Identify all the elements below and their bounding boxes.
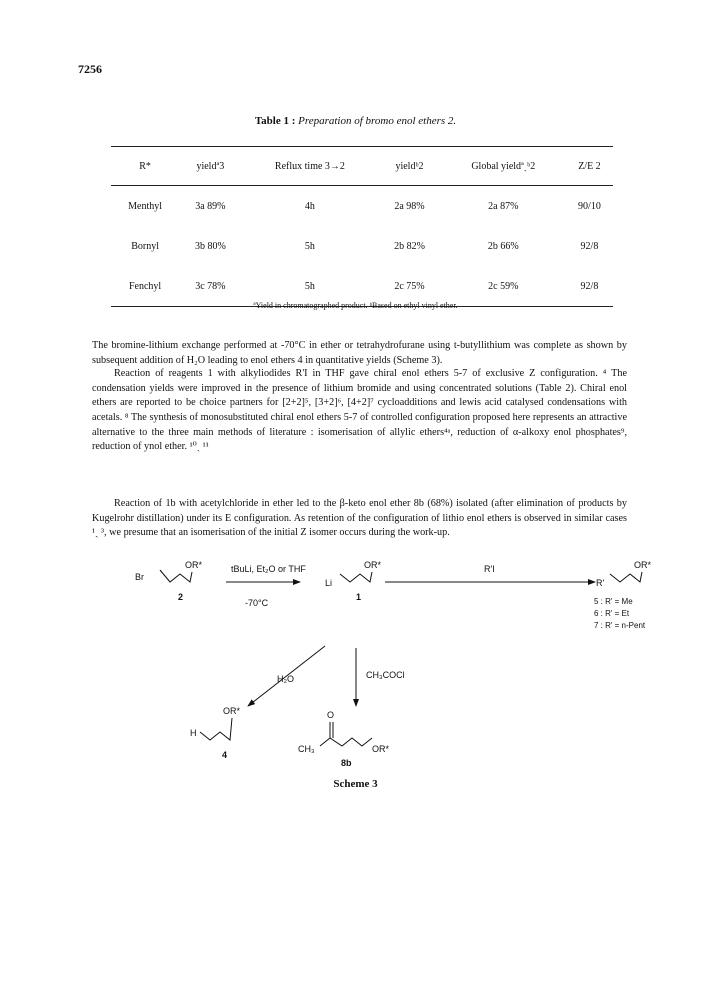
table-cell: 2a 87% xyxy=(488,200,519,212)
table-cell: 2c 75% xyxy=(378,266,440,307)
product-7: 7 : R' = n-Pent xyxy=(594,621,646,630)
table-cell: 2b 82% xyxy=(394,240,425,252)
bond-carbonyl xyxy=(330,722,333,738)
table-header-row xyxy=(111,147,613,186)
table-cell: 5h xyxy=(304,240,315,252)
atom-r: R' xyxy=(596,578,605,588)
paragraph-alkylation: Reaction of reagents 1 with alkyliodides R'I in THF gave chiral enol ethers 5-7 of exclusive Z configuration. ⁴ The condensation yields were improved in the presence of lithium bromide and using concentrated solutions (Table 2). Chiral enol ethers are reported to be choice partners for [2+2]⁵, [3+2]⁶, [4+2]⁷ cycloadditions and lewis acid catalysed condensations with acetals. ⁸ The synthesis of monosubstituted chiral enol ethers 5-7 of controlled configuration proposed here represents an attractive alternative to the three main methods of literature : isomerisation of allylic ethers⁴ᵃ, reduction of α-alkoxy enol phosphates⁹, reduction of ynol ether. ¹⁰ˎ ¹¹ xyxy=(92,368,627,453)
table-title xyxy=(0,115,711,127)
atom-br: Br xyxy=(135,572,144,582)
atom-o: O xyxy=(327,710,335,720)
reagent-acyl: CH₃COCl xyxy=(366,670,405,680)
bond-compound-1 xyxy=(340,572,372,582)
table-cell: 2a 98% xyxy=(394,200,425,212)
table-cell: Bornyl xyxy=(131,240,159,252)
table-cell: 3a 89% xyxy=(195,200,226,212)
table-cell: 92/8 xyxy=(566,266,613,307)
reagent-h2o: H₂O xyxy=(277,674,294,684)
bond-compound-4 xyxy=(200,718,232,740)
table-cell: Menthyl xyxy=(128,200,163,212)
table-cell: 3b 80% xyxy=(194,240,226,252)
atom-li: Li xyxy=(325,578,333,588)
table-cell: 90/10 xyxy=(578,200,601,212)
reagent-temp: -70°C xyxy=(245,598,269,608)
reagent-rl: R'I xyxy=(484,564,495,574)
table-title-text: Preparation of bromo enol ethers 2. xyxy=(298,115,457,127)
table-cell: Fenchyl xyxy=(111,266,179,307)
compound-label-1: 1 xyxy=(356,592,362,602)
bond-compound-2 xyxy=(160,570,192,582)
table-cell: 3c 78% xyxy=(179,266,241,307)
table-cell: 4h xyxy=(304,200,315,212)
reaction-scheme xyxy=(0,556,711,771)
reagent-tbuli: tBuLi, Et₂O or THF xyxy=(231,564,306,574)
product-5: 5 : R' = Me xyxy=(594,597,633,606)
atom-or-8b: OR* xyxy=(372,744,390,754)
atom-or-4: OR* xyxy=(223,706,241,716)
table-title-label: Table 1 : xyxy=(254,115,296,127)
table-cell: 5h xyxy=(242,266,379,307)
header-reflux-time: Reflux time 3→2 xyxy=(242,147,379,186)
table-cell: 92/8 xyxy=(580,240,599,252)
yield-table xyxy=(111,146,613,307)
header-global-yield: Global yieldªˎᵇ2 xyxy=(441,147,566,186)
atom-ch3: CH₃ xyxy=(298,744,315,754)
paragraph-acylation: Reaction of 1b with acetylchloride in ether led to the β-keto enol ether 8b (68%) isolated (after elimination of products by Kugelrohr distillation) under its E configuration. As retention of the configuration of lithio enol ethers is observed in similar cases ¹ˎ ³, we presume that an isomerisation of the initial Z isomer occurs during the work-up. xyxy=(92,498,627,539)
table-row xyxy=(111,186,613,227)
paragraph-exchange: The bromine-lithium exchange performed at -70°C in ether or tetrahydrofurane using t-butyllithium was complete as shown by subsequent addition of H₂O leading to enol ethers 4 in quantitative yields (Scheme 3). xyxy=(92,340,627,366)
compound-label-8b: 8b xyxy=(341,758,352,768)
bond-compound-8b xyxy=(320,738,372,746)
page-number: 7256 xyxy=(78,62,102,76)
header-yield-2: yieldᵇ2 xyxy=(378,147,440,186)
table-cell: 2c 59% xyxy=(441,266,566,307)
header-ze-ratio: Z/E 2 xyxy=(566,147,613,186)
compound-label-2: 2 xyxy=(178,592,184,602)
product-6: 6 : R' = Et xyxy=(594,609,630,618)
bond-products-5-7 xyxy=(610,572,642,582)
atom-or-1: OR* xyxy=(364,560,382,570)
scheme-caption: Scheme 3 xyxy=(333,778,378,790)
compound-label-4: 4 xyxy=(222,750,228,760)
atom-or-5: OR* xyxy=(634,560,652,570)
header-yield-3: yieldª3 xyxy=(179,147,241,186)
atom-or-2: OR* xyxy=(185,560,203,570)
atom-h: H xyxy=(190,728,197,738)
table-cell: 2b 66% xyxy=(487,240,519,252)
table-footnote: ªYield in chromatographed product. ᵇBased on ethyl vinyl ether. xyxy=(253,301,458,310)
header-r: R* xyxy=(111,147,179,186)
table-row xyxy=(111,226,613,266)
